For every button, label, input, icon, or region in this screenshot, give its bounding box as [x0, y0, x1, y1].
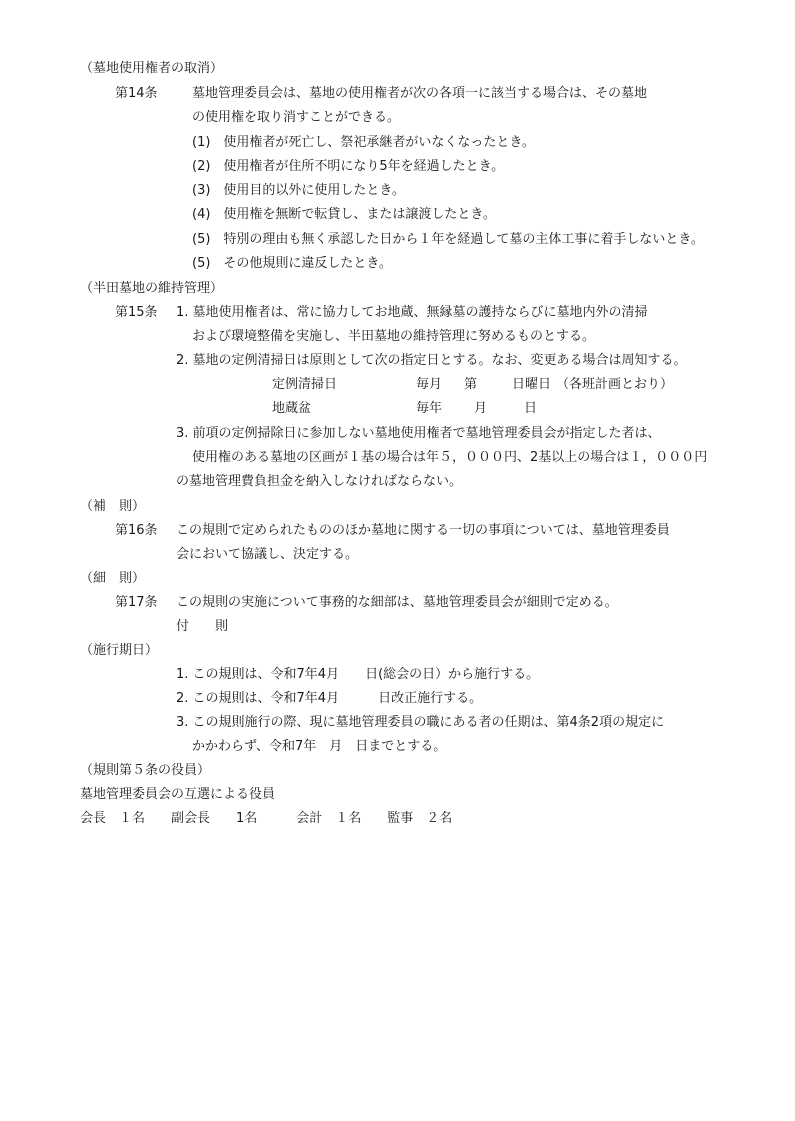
schedule-row2-freq: 毎年 — [416, 401, 443, 416]
schedule-row1-freq: 毎月 — [416, 377, 443, 392]
officers-heading: （規則第５条の役員） — [80, 763, 211, 778]
art14-item-5: (5) 特別の理由も無く承認した日から１年を経過して墓の主体工事に着手しないとき。 — [192, 232, 704, 247]
art15-para1-line1: 1. 墓地使用権者は、常に協力してお地蔵、無縁墓の護持ならびに墓地内外の清掃 — [176, 305, 648, 320]
art15-para3-line3: の墓地管理費負担金を納入しなければならない。 — [176, 474, 463, 489]
art14-heading: （墓地使用権者の取消） — [80, 61, 224, 76]
art17-text-line1: この規則の実施について事務的な細部は、墓地管理委員会が細則で定める。 — [176, 595, 618, 610]
schedule-row1-name: 定例清掃日 — [272, 377, 338, 392]
supplementary-provisions-title: 付 則 — [176, 619, 229, 634]
schedule-row2-when1: 月 — [474, 401, 488, 416]
effective-item-2: 2. この規則は、令和7年4月 日改正施行する。 — [176, 691, 483, 706]
effective-item-1: 1. この規則は、令和7年4月 日(総会の日）から施行する。 — [176, 667, 540, 682]
art15-para3-line2: 使用権のある墓地の区画が１基の場合は年５，０００円、2基以上の場合は１，０００円 — [192, 450, 708, 465]
art16-heading: （補 則） — [80, 499, 146, 514]
art16-number: 第16条 — [115, 523, 158, 538]
art14-item-4: (4) 使用権を無断で転貸し、または譲渡したとき。 — [192, 207, 496, 222]
schedule-row2-name: 地蔵盆 — [272, 401, 312, 416]
art14-item-1: (1) 使用権者が死亡し、祭祀承継者がいなくなったとき。 — [192, 135, 535, 150]
art15-para3-line1: 3. 前項の定例掃除日に参加しない墓地使用権者で墓地管理委員会が指定した者は、 — [176, 426, 661, 441]
officers-line1: 墓地管理委員会の互選による役員 — [80, 787, 276, 802]
art16-text-line1: この規則で定められたもののほか墓地に関する一切の事項については、墓地管理委員 — [176, 523, 670, 538]
art15-heading: （半田墓地の維持管理） — [80, 281, 224, 296]
art15-para1-line2: および環境整備を実施し、半田墓地の維持管理に努めるものとする。 — [192, 329, 596, 344]
officers-line2: 会長 １名 副会長 1名 会計 １名 監事 ２名 — [80, 811, 453, 826]
art14-text-line2: の使用権を取り消すことができる。 — [192, 110, 401, 125]
art14-item-6: (5) その他規則に違反したとき。 — [192, 256, 392, 271]
art15-number: 第15条 — [115, 305, 158, 320]
art17-heading: （細 則） — [80, 571, 146, 586]
effective-item-3-line1: 3. この規則施行の際、現に墓地管理委員の職にある者の任期は、第4条2項の規定に — [176, 715, 665, 730]
schedule-row1-when2: 日曜日 — [512, 377, 552, 392]
schedule-row2-when2: 日 — [524, 401, 538, 416]
art15-para2-line1: 2. 墓地の定例清掃日は原則として次の指定日とする。なお、変更ある場合は周知する。 — [176, 353, 687, 368]
art14-item-3: (3) 使用目的以外に使用したとき。 — [192, 183, 405, 198]
art14-text-line1: 墓地管理委員会は、墓地の使用権者が次の各項一に該当する場合は、その墓地 — [192, 86, 648, 101]
art17-number: 第17条 — [115, 595, 158, 610]
schedule-row1-note: （各班計画とおり） — [556, 377, 674, 392]
art14-number: 第14条 — [115, 86, 158, 101]
effective-heading: （施行期日） — [80, 643, 159, 658]
schedule-row1-when1: 第 — [464, 377, 478, 392]
art16-text-line2: 会において協議し、決定する。 — [176, 547, 359, 562]
art14-item-2: (2) 使用権者が住所不明になり5年を経過したとき。 — [192, 159, 505, 174]
effective-item-3-line2: かかわらず、令和7年 月 日までとする。 — [192, 739, 447, 754]
